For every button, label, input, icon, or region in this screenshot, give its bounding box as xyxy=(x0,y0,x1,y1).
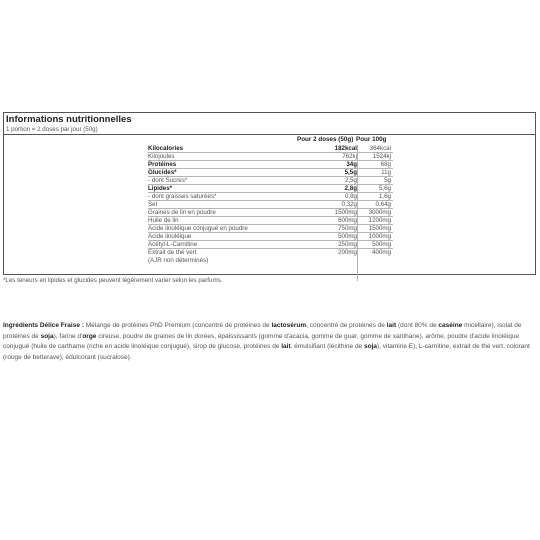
nutrition-row xyxy=(148,217,393,225)
ingredient-text: , émulsifiant (lécithine de xyxy=(290,343,364,350)
per-100g-value: 11g xyxy=(381,169,391,176)
per-100g-value: 400mg xyxy=(372,249,391,256)
nutrient-label: Extrait de thé vert xyxy=(148,249,197,256)
nutrition-row xyxy=(148,177,393,185)
ingredients-paragraph xyxy=(3,321,533,363)
nutrition-row xyxy=(148,161,393,169)
per-serving-value: 2,5g xyxy=(344,177,357,184)
nutrient-label: Sel xyxy=(148,201,157,208)
per-100g-value: 68g xyxy=(380,161,391,168)
per-100g-value: 1,6g xyxy=(378,193,391,200)
ingredient-highlight: orge xyxy=(82,332,97,340)
ingredient-text: ), vitamine E), L-carnitine, extrait de thé vert, colorant (rouge de betterave), édulcorant (sucralose). xyxy=(3,343,530,361)
per-serving-value: 762kj xyxy=(342,153,357,160)
per-100g-value: 0,64g xyxy=(375,201,391,208)
per-100g-value: 1200mg xyxy=(368,217,391,224)
per-serving-value: 0,8g xyxy=(344,193,357,200)
nutrient-label: - dont Sucres* xyxy=(148,177,188,184)
ingredient-highlight: lait xyxy=(281,343,291,350)
per-100g-value: 1524kj xyxy=(372,153,391,160)
ingredient-text: Mélange de protéines PhD Premium (concentré de protéines de xyxy=(83,322,272,329)
per-100g-value: 1000mg xyxy=(368,233,391,240)
per-100g-value: 1500mg xyxy=(368,225,391,232)
nutrition-rows xyxy=(148,145,393,265)
nutrient-label: Acétyl-L-Carnitine xyxy=(148,241,198,248)
nutrition-row xyxy=(148,249,393,257)
per-serving-value: 34g xyxy=(346,161,357,168)
nutrient-label: Huile de lin xyxy=(148,217,179,224)
per-100g-value: 500mg xyxy=(372,241,391,248)
nutrient-label: Kilojoules xyxy=(148,153,175,160)
per-serving-value: 200mg xyxy=(338,249,357,256)
ingredient-text: (dont 80% de xyxy=(396,322,439,329)
per-100g-value: 3000mg xyxy=(368,209,391,216)
nutrition-row xyxy=(148,201,393,209)
per-serving-value: 182kcal xyxy=(334,145,357,152)
nutrient-label: (AJR non déterminés) xyxy=(148,257,209,264)
ingredient-highlight: soja xyxy=(363,343,377,350)
footnote: *Les teneurs en lipides et glucides peuvent légèrement varier selon les parfums. xyxy=(3,277,223,284)
per-serving-value: 250mg xyxy=(338,241,357,248)
per-100g-value: 364kcal xyxy=(369,145,391,152)
nutrition-row xyxy=(148,193,393,201)
nutrition-row xyxy=(148,209,393,217)
ingredient-highlight: soja xyxy=(40,332,54,340)
nutrition-row xyxy=(148,241,393,249)
portion-subtitle: 1 portion = 2 doses par jour (50g) xyxy=(6,126,98,133)
nutrient-label: Acide linoléique xyxy=(148,233,192,240)
nutrient-label: - dont graisses saturées* xyxy=(148,193,217,200)
column-header-per-serving: Pour 2 doses (50g) xyxy=(297,135,354,143)
nutrition-title: Informations nutritionnelles xyxy=(6,114,132,125)
ingredient-text: micellaire), isolat de protéines de xyxy=(3,322,522,340)
nutrition-table-panel xyxy=(3,112,536,275)
per-serving-value: 2,8g xyxy=(344,185,357,192)
nutrition-row xyxy=(148,153,393,161)
per-serving-value: 500mg xyxy=(338,233,357,240)
nutrient-label: Acide linoléique conjugué en poudre xyxy=(148,225,248,232)
ingredient-text: cireuse, poudre de graines de lin dorées, épaississants (gomme d'acacia, gomme de guar, gomme de xanthane), arôme, poudre d'acide linoléique conjugué (huile de carthame (riche en acide linoléique conjugué), sirop de glucose, protéines de xyxy=(3,332,520,350)
nutrition-row xyxy=(148,169,393,177)
nutrient-label: Graines de lin en poudre xyxy=(148,209,216,216)
title-divider xyxy=(4,134,535,135)
nutrition-row xyxy=(148,233,393,241)
nutrition-row xyxy=(148,257,393,265)
ingredient-text: ), farine d' xyxy=(53,332,83,340)
per-100g-value: 5g xyxy=(384,177,391,184)
nutrition-row xyxy=(148,225,393,233)
nutrient-label: Glucides* xyxy=(148,169,177,176)
per-100g-value: 5,6g xyxy=(378,185,391,192)
ingredient-highlight: Ingrédients Délice Fraise : xyxy=(3,322,84,329)
ingredient-text: , concentré de protéines de xyxy=(306,322,387,329)
per-serving-value: 0,32g xyxy=(341,201,357,208)
nutrition-row xyxy=(148,145,393,153)
per-serving-value: 5,5g xyxy=(344,169,357,176)
ingredient-highlight: lactosérum xyxy=(271,322,307,329)
per-serving-value: 600mg xyxy=(338,217,357,224)
ingredient-highlight: caséine xyxy=(438,322,463,329)
nutrient-label: Lipides* xyxy=(148,185,173,192)
column-header-per-100g: Pour 100g xyxy=(356,135,387,143)
per-serving-value: 750mg xyxy=(338,225,357,232)
nutrition-row xyxy=(148,185,393,193)
ingredient-highlight: lait xyxy=(386,322,397,329)
nutrient-label: Kilocalories xyxy=(148,145,184,152)
nutrient-label: Protéines xyxy=(148,161,177,168)
per-serving-value: 1500mg xyxy=(334,209,357,216)
